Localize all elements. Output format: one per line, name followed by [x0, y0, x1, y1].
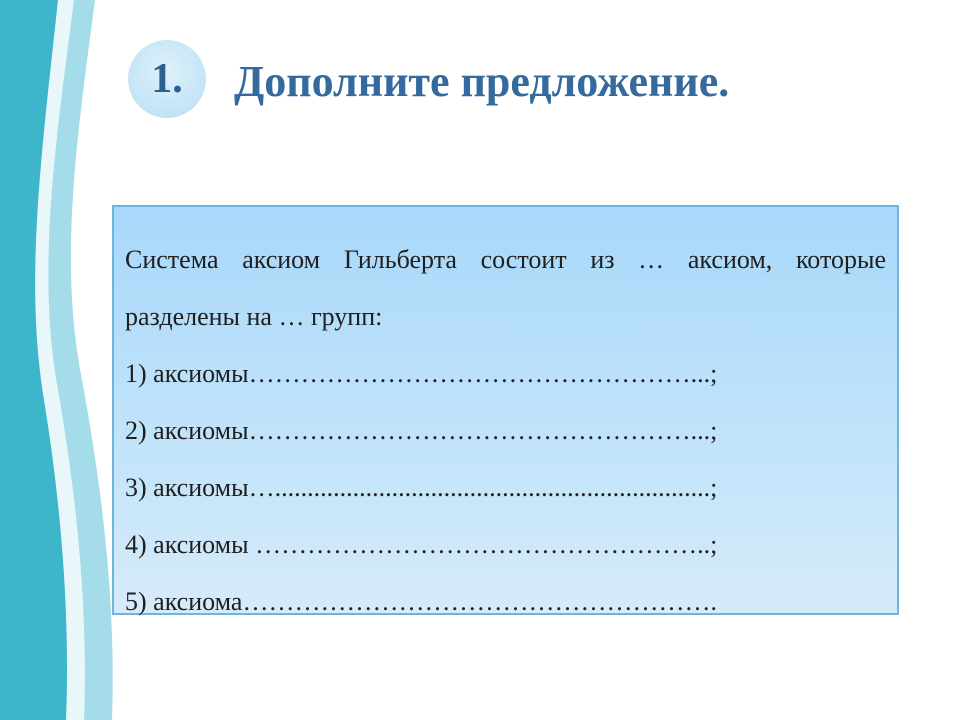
side-wave-decoration	[0, 0, 130, 720]
axiom-group-item-4: 4) аксиомы ……………………………………………..;	[125, 530, 718, 559]
axiom-group-item-5: 5) аксиома……………………………………………….	[125, 587, 717, 616]
slide-number: 1.	[151, 56, 183, 102]
task-box	[112, 205, 899, 615]
axiom-group-list	[125, 345, 886, 630]
slide-number-badge	[128, 40, 206, 118]
axiom-group-item-2: 2) аксиомы……………………………………………...;	[125, 416, 718, 445]
axiom-group-item-3: 3) аксиомы…...................................................................;	[125, 473, 718, 502]
axiom-group-item-1: 1) аксиомы……………………………………………...;	[125, 359, 718, 388]
task-intro: Система аксиом Гильберта состоит из … аксиом, которые разделены на … групп:	[125, 245, 886, 331]
slide-title: Дополните предложение.	[234, 57, 730, 106]
